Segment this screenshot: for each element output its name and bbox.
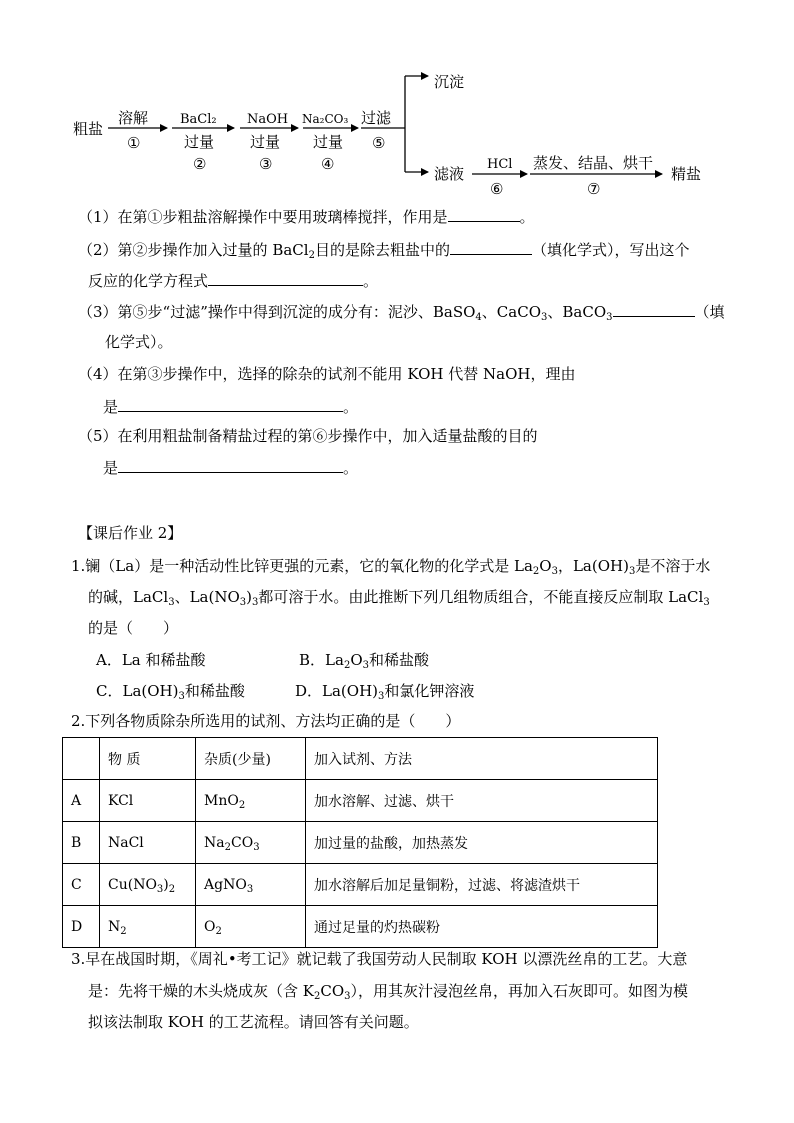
- problem-1-option-d[interactable]: D．$La(OH)_3$和氯化钾溶液: [295, 682, 475, 702]
- problem-1-option-a[interactable]: A．La 和稀盐酸: [96, 651, 206, 669]
- table-header-impurity: 杂质(少量): [196, 738, 306, 780]
- table-row-b[interactable]: [63, 822, 658, 864]
- flow-step2-reagent: BaCl₂: [180, 112, 217, 127]
- flow-step7-number: ⑦: [587, 180, 601, 198]
- table-header-method: 加入试剂、方法: [306, 738, 658, 780]
- table-header-substance: 物 质: [100, 738, 196, 780]
- problem-3-line-3: 拟该法制取 KOH 的工艺流程。请回答有关问题。: [88, 1013, 419, 1031]
- option-label: D: [63, 906, 100, 948]
- flow-diagram: [0, 0, 794, 200]
- answer-blank-3[interactable]: [613, 301, 695, 317]
- option-label: A: [63, 780, 100, 822]
- method-cell: 加水溶解后加足量铜粉，过滤、将滤渣烘干: [306, 864, 658, 906]
- table-row-d[interactable]: [63, 906, 658, 948]
- problem-3-line-2: 是：先将干燥的木头烧成灰（含 $K_2CO_3$），用其灰汁浸泡丝帛，再加入石灰即可。如图为模: [88, 982, 689, 1002]
- problem-1-option-b[interactable]: B．$La_2O_3$和稀盐酸: [299, 651, 430, 671]
- flow-step3-amount: 过量: [250, 133, 281, 151]
- problem-1-line-2: 的碱，LaCl$_3$、$La(NO_3)_3$都可溶于水。由此推断下列几组物质组合，不能直接反应制取 LaCl$_3$: [88, 588, 710, 608]
- question-5-line-2: 是 。: [103, 459, 359, 477]
- flow-step3-number: ③: [259, 155, 273, 173]
- impurity-table: [62, 737, 658, 948]
- flow-step6-number: ⑥: [490, 180, 504, 198]
- impurity-cell: AgNO$_3$: [196, 864, 306, 906]
- flow-step4-amount: 过量: [313, 133, 344, 151]
- flow-step4-reagent: Na₂CO₃: [302, 112, 349, 126]
- question-4-line-1: （4）在第③步操作中，选择的除杂的试剂不能用 KOH 代替 NaOH，理由: [78, 365, 576, 383]
- flow-step7-label: 蒸发、结晶、烘干: [533, 154, 654, 172]
- table-cell: [63, 738, 100, 780]
- option-label: C: [63, 864, 100, 906]
- answer-blank-2b[interactable]: [208, 270, 363, 286]
- question-2-line-1: （2）第②步操作加入过量的 BaCl$_2$目的是除去粗盐中的 （填化学式），写出这个: [78, 241, 690, 261]
- problem-1-line-1: 1.镧（La）是一种活动性比锌更强的元素，它的氧化物的化学式是 $La_2O_3$，$La(OH)_3$是不溶于水: [71, 557, 711, 577]
- problem-1-option-c[interactable]: C．$La(OH)_3$和稀盐酸: [96, 682, 245, 702]
- substance-cell: KCl: [100, 780, 196, 822]
- flow-step2-amount: 过量: [184, 133, 215, 151]
- substance-cell: NaCl: [100, 822, 196, 864]
- flow-step2-number: ②: [193, 155, 207, 173]
- answer-blank-1[interactable]: [448, 206, 520, 222]
- flow-start-label: 粗盐: [73, 120, 104, 138]
- problem-3-line-1: 3.早在战国时期，《周礼•考工记》就记载了我国劳动人民制取 KOH 以漂洗丝帛的工艺。大意: [71, 950, 688, 968]
- answer-blank-4[interactable]: [118, 396, 343, 412]
- impurity-cell: $Na_2CO_3$: [196, 822, 306, 864]
- answer-blank-2a[interactable]: [450, 239, 532, 255]
- flow-step6-reagent: HCl: [487, 157, 513, 172]
- flow-step4-number: ④: [321, 155, 335, 173]
- question-2-line-2: 反应的化学方程式 。: [88, 272, 379, 290]
- question-1: （1）在第①步粗盐溶解操作中要用玻璃棒搅拌，作用是 。: [78, 208, 535, 226]
- question-4-line-2: 是 。: [103, 398, 359, 416]
- impurity-cell: $O_2$: [196, 906, 306, 948]
- substance-cell: $N_2$: [100, 906, 196, 948]
- flow-precipitate-label: 沉淀: [434, 73, 465, 91]
- table-row-a[interactable]: [63, 780, 658, 822]
- method-cell: 通过足量的灼热碳粉: [306, 906, 658, 948]
- table-header-row: [63, 738, 658, 780]
- flow-step3-reagent: NaOH: [247, 112, 289, 127]
- impurity-cell: MnO$_2$: [196, 780, 306, 822]
- flow-step1-number: ①: [127, 134, 141, 152]
- table-row-c[interactable]: [63, 864, 658, 906]
- substance-cell: $Cu(NO_3)_2$: [100, 864, 196, 906]
- homework-heading: 【课后作业 2】: [78, 524, 183, 542]
- flow-step5-number: ⑤: [372, 134, 386, 152]
- problem-2-text: 2.下列各物质除杂所选用的试剂、方法均正确的是（ ）: [71, 712, 461, 730]
- question-3-line-2: 化学式）。: [105, 333, 173, 351]
- method-cell: 加过量的盐酸，加热蒸发: [306, 822, 658, 864]
- flow-step5-label: 过滤: [361, 109, 392, 127]
- question-5-line-1: （5）在利用粗盐制备精盐过程的第⑥步操作中，加入适量盐酸的目的: [78, 427, 538, 445]
- flow-product-label: 精盐: [671, 165, 702, 183]
- flow-step1-label: 溶解: [118, 109, 149, 127]
- problem-1-line-3: 的是（ ）: [88, 619, 179, 637]
- method-cell: 加水溶解、过滤、烘干: [306, 780, 658, 822]
- answer-blank-5[interactable]: [118, 457, 343, 473]
- flow-filtrate-label: 滤液: [434, 165, 465, 183]
- question-3-line-1: （3）第⑤步“过滤”操作中得到沉淀的成分有：泥沙、BaSO$_4$、CaCO$_3$、BaCO$_3$ （填: [78, 303, 725, 323]
- option-label: B: [63, 822, 100, 864]
